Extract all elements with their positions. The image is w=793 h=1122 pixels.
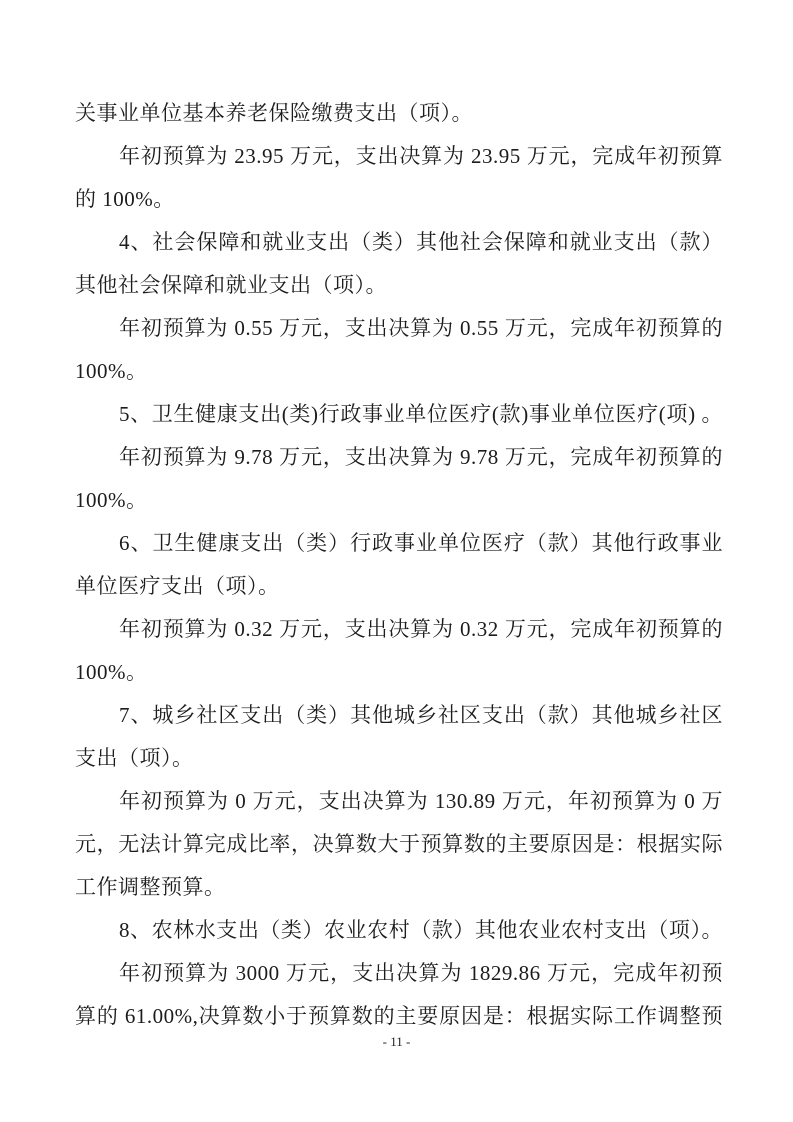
page-number: - 11 -	[382, 1034, 411, 1049]
text-line: 其他社会保障和就业支出（项）。	[75, 273, 387, 297]
text-line: 年初预算为 0.32 万元，支出决算为 0.32 万元，完成年初预算的	[119, 617, 723, 641]
text-line: 元，无法计算完成比率，决算数大于预算数的主要原因是：根据实际	[75, 832, 723, 856]
text-line: 算的 61.00%,决算数小于预算数的主要原因是：根据实际工作调整预	[75, 1004, 723, 1028]
text-line: 年初预算为 0.55 万元，支出决算为 0.55 万元，完成年初预算的	[119, 316, 723, 340]
text-line: 工作调整预算。	[75, 875, 226, 899]
text-line: 100%。	[75, 488, 148, 512]
text-line: 年初预算为 0 万元，支出决算为 130.89 万元，年初预算为 0 万	[119, 789, 723, 813]
text-line: 年初预算为 3000 万元，支出决算为 1829.86 万元，完成年初预	[119, 961, 723, 985]
text-line: 支出（项）。	[75, 746, 194, 770]
text-line: 7、城乡社区支出（类）其他城乡社区支出（款）其他城乡社区	[119, 703, 723, 727]
text-line: 年初预算为 9.78 万元，支出决算为 9.78 万元，完成年初预算的	[119, 445, 723, 469]
text-line: 100%。	[75, 660, 148, 684]
text-line: 4、社会保障和就业支出（类）其他社会保障和就业支出（款）	[119, 230, 723, 254]
document-body	[75, 92, 723, 1038]
text-line: 5、卫生健康支出(类)行政事业单位医疗(款)事业单位医疗(项) 。	[119, 402, 723, 426]
text-line: 关事业单位基本养老保险缴费支出（项）。	[75, 101, 473, 125]
text-line: 的 100%。	[75, 187, 175, 211]
text-line: 6、卫生健康支出（类）行政事业单位医疗（款）其他行政事业	[119, 531, 723, 555]
text-line: 100%。	[75, 359, 148, 383]
text-line: 8、农林水支出（类）农业农村（款）其他农业农村支出（项）。	[119, 918, 723, 942]
text-line: 单位医疗支出（项）。	[75, 574, 280, 598]
text-line: 年初预算为 23.95 万元，支出决算为 23.95 万元，完成年初预算	[119, 144, 723, 168]
